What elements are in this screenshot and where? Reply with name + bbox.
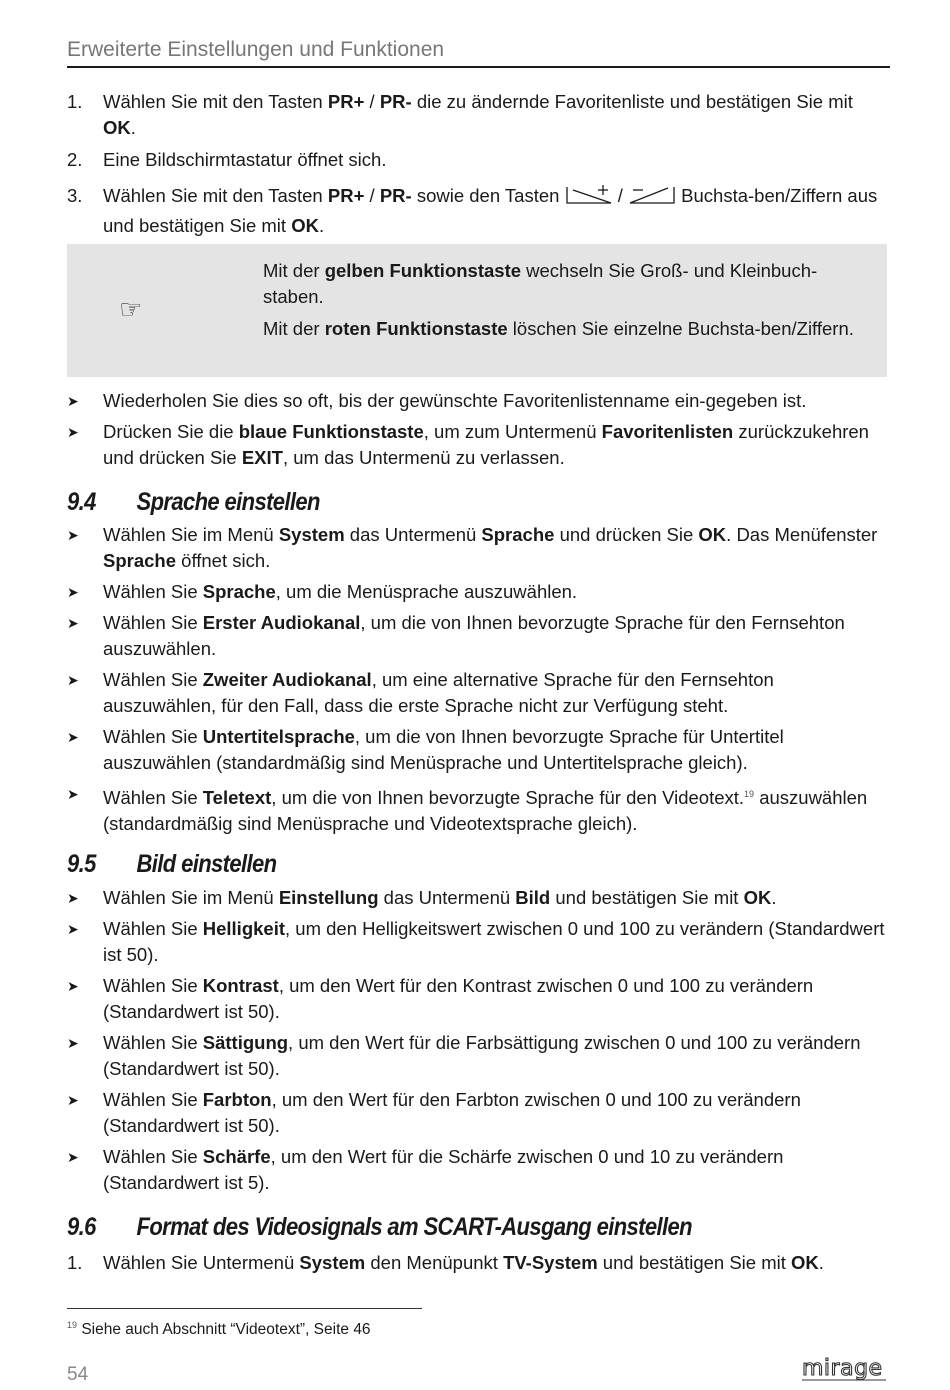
footnote-ref: 19 [744,789,755,799]
arrow-bullet-icon: ➤ [67,890,79,906]
list-item: 3. Wählen Sie mit den Tasten PR+ / PR- sowie den Tasten / Buchsta-ben/Ziffern aus und bestätigen Sie mit OK. [67,185,878,236]
bullets-9-4 [67,522,890,837]
list-item: ➤ Wählen Sie Erster Audiokanal, um die von Ihnen bevorzugte Sprache für den Fernsehton auszuwählen. [67,612,845,659]
step-number: 3. [67,185,83,206]
step-number: 1. [67,1252,83,1273]
step-number: 1. [67,91,83,112]
volume-up-key-icon [565,184,613,213]
arrow-bullet-icon: ➤ [67,584,79,600]
note-paragraph: Mit der gelben Funktionstaste wechseln Sie Groß- und Kleinbuch-staben. [263,260,818,307]
list-item: ➤ Wählen Sie Sättigung, um den Wert für die Farbsättigung zwischen 0 und 100 zu verändern (Standardwert ist 50). [67,1032,861,1079]
section-heading: 9.5 Bild einstellen [67,850,277,878]
steps-top [67,89,890,239]
arrow-bullet-icon: ➤ [67,424,79,440]
list-item: ➤ Wählen Sie Schärfe, um den Wert für die Schärfe zwischen 0 und 10 zu verändern (Standardwert ist 5). [67,1146,784,1193]
volume-down-key-icon [628,184,676,213]
bullets-9-5 [67,885,890,1196]
mirage-logo-icon [800,1355,888,1385]
arrow-bullet-icon: ➤ [67,1092,79,1108]
list-item: 2. Eine Bildschirmtastatur öffnet sich. [67,147,890,173]
note-text [263,258,863,348]
arrow-bullet-icon: ➤ [67,729,79,745]
arrow-bullet-icon: ➤ [67,672,79,688]
section-heading: 9.4 Sprache einstellen [67,488,320,516]
arrow-bullet-icon: ➤ [67,921,79,937]
svg-text:mirage: mirage [802,1356,883,1381]
list-item: ➤ Wählen Sie Sprache, um die Menüsprache auszuwählen. [67,579,890,605]
footnote [67,1320,371,1339]
list-item: ➤ Wählen Sie im Menü Einstellung das Untermenü Bild und bestätigen Sie mit OK. [67,885,890,911]
list-item: ➤ Wählen Sie Teletext, um die von Ihnen bevorzugte Sprache für den Videotext.$^{19}$ auszuwählen (standardmäßig sind Menüsprache und Videotextsprache gleich). [67,781,890,837]
footnote-divider [67,1308,422,1309]
arrow-bullet-icon: ➤ [67,1035,79,1051]
note-paragraph: Mit der roten Funktionstaste löschen Sie einzelne Buchsta-ben/Ziffern. [263,318,854,339]
bullets-a [67,388,890,471]
arrow-bullet-icon: ➤ [67,527,79,543]
list-item: ➤ Wählen Sie im Menü System das Untermenü Sprache und drücken Sie OK. Das Menüfenster Sprache öffnet sich. [67,524,878,571]
step-number: 2. [67,149,83,170]
page-header: Erweiterte Einstellungen und Funktionen [67,36,890,68]
list-item: ➤ Wählen Sie Kontrast, um den Wert für den Kontrast zwischen 0 und 100 zu verändern (Standardwert ist 50). [67,975,814,1022]
list-item: ➤ Drücken Sie die blaue Funktionstaste, um zum Untermenü Favoritenlisten zurückzukehren und drücken Sie EXIT, um das Untermenü zu verlassen. [67,421,869,468]
arrow-bullet-icon: ➤ [67,615,79,631]
list-item: ➤ Wählen Sie Zweiter Audiokanal, um eine alternative Sprache für den Fernsehton auszuwählen, für den Fall, dass die erste Sprache nicht zur Verfügung steht. [67,669,774,716]
list-item: 1. Wählen Sie Untermenü System den Menüpunkt TV-System und bestätigen Sie mit OK. [67,1250,890,1276]
list-item: ➤ Wählen Sie Farbton, um den Wert für den Farbton zwischen 0 und 100 zu verändern (Standardwert ist 50). [67,1089,801,1136]
pointing-hand-icon: ☞ [119,294,143,324]
footnote-number: 19 [67,1320,78,1330]
list-item: 1. Wählen Sie mit den Tasten PR+ / PR- die zu ändernde Favoritenliste und bestätigen Sie mit OK. [67,91,853,138]
arrow-bullet-icon: ➤ [67,393,79,409]
arrow-bullet-icon: ➤ [67,1149,79,1165]
note-box [67,244,887,377]
footnote-text: Siehe auch Abschnitt “Videotext”, Seite 46 [77,1321,371,1339]
steps-9-6 [67,1250,890,1276]
page-number: 54 [67,1364,89,1385]
mirage-logo [800,1355,888,1385]
arrow-bullet-icon: ➤ [67,978,79,994]
section-heading: 9.6 Format des Videosignals am SCART-Ausgang einstellen [67,1213,692,1241]
list-item: ➤ Wählen Sie Untertitelsprache, um die von Ihnen bevorzugte Sprache für Untertitel auszuwählen (standardmäßig sind Menüsprache und Untertitelsprache gleich). [67,726,784,773]
arrow-bullet-icon: ➤ [67,786,79,802]
list-item: ➤ Wiederholen Sie dies so oft, bis der gewünschte Favoritenlistenname ein-gegeben ist. [67,388,890,414]
list-item: ➤ Wählen Sie Helligkeit, um den Helligkeitswert zwischen 0 und 100 zu verändern (Standardwert ist 50). [67,918,885,965]
